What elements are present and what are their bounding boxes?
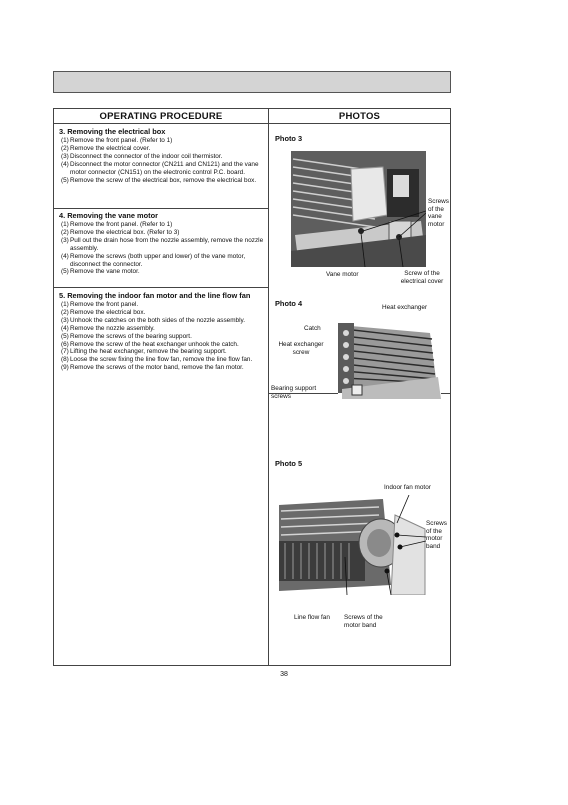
caption-bearing-support-screws: Bearing support screws	[271, 385, 317, 400]
caption-line-flow-fan: Line flow fan	[294, 614, 330, 621]
step-number: (8)	[61, 356, 69, 364]
procedure-column-header: OPERATING PROCEDURE	[99, 111, 223, 122]
step	[59, 268, 265, 276]
step	[59, 364, 265, 372]
step-text: Remove the screw of the heat exchanger unhook the catch.	[70, 340, 239, 348]
step-number: (2)	[61, 308, 69, 316]
step	[59, 221, 265, 229]
step	[59, 145, 265, 153]
step-number: (4)	[61, 324, 69, 332]
step	[59, 153, 265, 161]
step	[59, 356, 265, 364]
caption-catch: Catch	[304, 325, 321, 332]
caption-screws-motor-band-right: Screws of the motor band	[426, 520, 447, 550]
step	[59, 325, 265, 333]
step-number: (3)	[61, 152, 69, 160]
step-text: Remove the electrical box. (Refer to 3)	[70, 228, 180, 236]
step	[59, 348, 265, 356]
step-number: (1)	[61, 137, 69, 144]
caption-screw-electrical-cover: Screw of the electrical cover	[400, 270, 444, 285]
photo5-image	[279, 495, 426, 595]
step	[59, 309, 265, 317]
step-text: Remove the screws (both upper and lower) of the vane motor, disconnect the connector.	[70, 252, 246, 268]
photo4-image	[338, 319, 441, 399]
step-text: Remove the electrical cover.	[70, 144, 151, 152]
photos-column-header: PHOTOS	[338, 111, 381, 122]
step-text: Disconnect the motor connector (CN211 and CN121) and the vane motor connector (CN151) on the electronic control P.C. board.	[70, 160, 259, 176]
step-number: (5)	[61, 176, 69, 184]
step-text: Remove the screws of the motor band, remove the fan motor.	[70, 364, 244, 372]
step	[59, 317, 265, 325]
section-title: 4. Removing the vane motor	[59, 211, 158, 220]
step-number: (6)	[61, 340, 69, 348]
step	[59, 253, 265, 269]
photo3-image	[291, 151, 426, 267]
section-fan-motor	[59, 291, 265, 372]
step-text: Remove the nozzle assembly.	[70, 324, 155, 332]
step-text: Loose the screw fixing the line flow fan, remove the line flow fan.	[70, 356, 253, 364]
caption-indoor-fan-motor: Indoor fan motor	[384, 484, 431, 491]
section-divider	[54, 208, 268, 209]
step-text: Disconnect the connector of the indoor coil thermistor.	[70, 152, 223, 160]
step	[59, 341, 265, 349]
section-divider	[54, 287, 268, 288]
section-electrical-box	[59, 127, 265, 184]
step-number: (4)	[61, 252, 69, 260]
step-text: Remove the electrical box.	[70, 308, 146, 316]
caption-heat-exchanger: Heat exchanger	[382, 304, 428, 311]
section-vane-motor	[59, 211, 265, 276]
step-text: Remove the front panel. (Refer to 1)	[70, 221, 173, 228]
step-number: (5)	[61, 268, 69, 276]
step-text: Remove the front panel. (Refer to 1)	[70, 137, 173, 144]
step-text: Unhook the catches on the both sides of the nozzle assembly.	[70, 316, 246, 324]
caption-heat-exchanger-screw: Heat exchanger screw	[278, 341, 324, 356]
step-text: Remove the screw of the electrical box, remove the electrical box.	[70, 176, 257, 184]
step-number: (7)	[61, 348, 69, 356]
step	[59, 237, 265, 253]
step	[59, 161, 265, 177]
step-number: (1)	[61, 221, 69, 228]
step-number: (2)	[61, 144, 69, 152]
section-title: 3. Removing the electrical box	[59, 127, 166, 136]
step-number: (4)	[61, 160, 69, 168]
page-header-band	[53, 71, 451, 93]
step-number: (9)	[61, 364, 69, 372]
column-divider	[268, 109, 269, 665]
step-text: Remove the front panel.	[70, 301, 139, 308]
photo4-label: Photo 4	[275, 299, 303, 308]
step	[59, 229, 265, 237]
step-text: Lifting the heat exchanger, remove the bearing support.	[70, 348, 227, 356]
page-number: 38	[280, 671, 288, 678]
section-title: 5. Removing the indoor fan motor and the line flow fan	[59, 291, 251, 300]
caption-screws-motor-band-bottom: Screws of the motor band	[344, 614, 383, 629]
step	[59, 137, 265, 145]
step-text: Remove the screws of the bearing support.	[70, 332, 192, 340]
step-text: Pull out the drain hose from the nozzle assembly, remove the nozzle assembly.	[70, 236, 264, 252]
caption-screws-vane-motor: Screws of the vane motor	[428, 198, 449, 228]
caption-vane-motor: Vane motor	[326, 271, 359, 278]
procedure-table	[53, 108, 451, 666]
step-number: (1)	[61, 301, 69, 308]
photo5-label: Photo 5	[275, 459, 303, 468]
step-text: Remove the vane motor.	[70, 268, 140, 276]
header-rule	[54, 123, 450, 124]
step-number: (3)	[61, 236, 69, 244]
step	[59, 177, 265, 185]
step	[59, 333, 265, 341]
step-number: (3)	[61, 316, 69, 324]
step-number: (5)	[61, 332, 69, 340]
step-number: (2)	[61, 228, 69, 236]
step	[59, 301, 265, 309]
photo3-label: Photo 3	[275, 134, 303, 143]
